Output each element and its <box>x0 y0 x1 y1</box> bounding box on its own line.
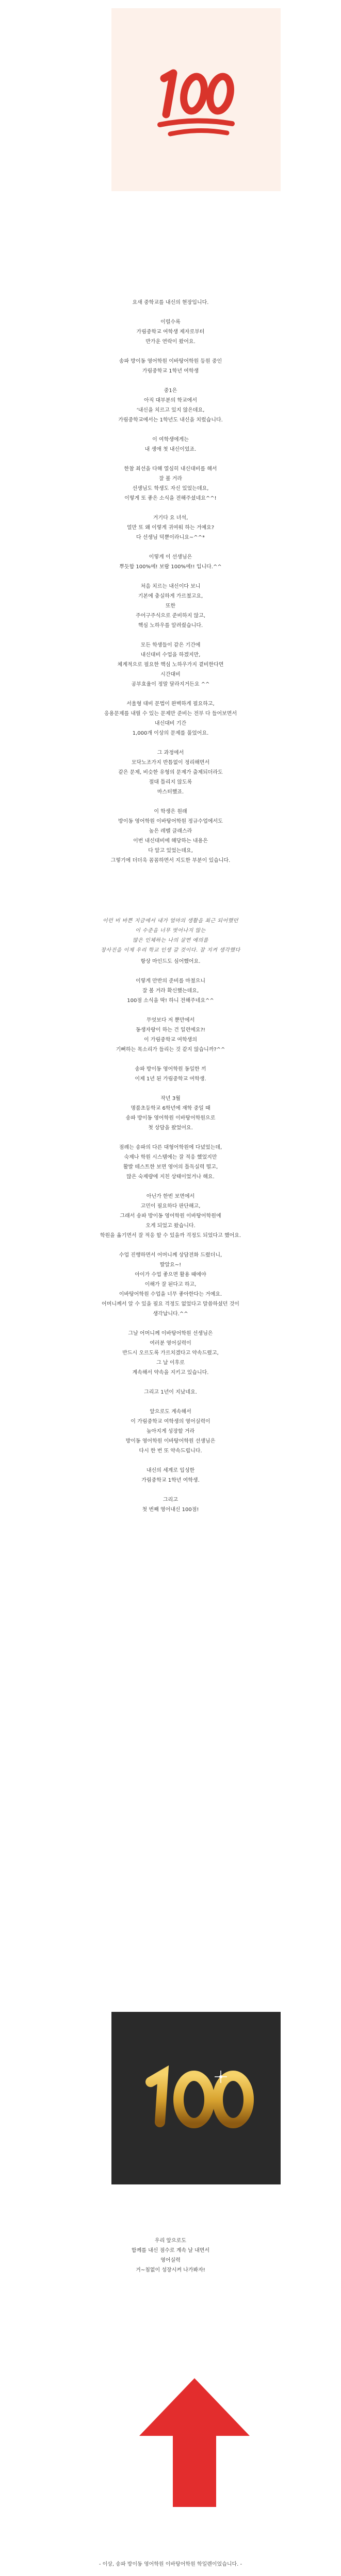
text-line: 가림중학교 1학년 여학생 <box>142 368 199 374</box>
text-line: 방이동 영어학원 이바탕어학원 선생님은 <box>125 1438 216 1444</box>
text-line: 생각납니다.^^ <box>153 1311 188 1317</box>
text-line: 시간대비 <box>160 672 181 677</box>
line-gap <box>0 1456 341 1466</box>
up-arrow <box>135 2374 254 2508</box>
line-gap <box>0 1084 341 1094</box>
text-line: 내신대비 수업을 하겠지만, <box>140 652 201 658</box>
text-line: 이렇게 또 좋은 소식을 전해주셨네요^^! <box>124 496 217 501</box>
text-line: 아직 대부분의 학교에서 <box>144 398 197 403</box>
text-line: 응용문제를 내릴 수 있는 문제만 준비는 전부 다 들어보면서 <box>104 711 237 717</box>
line-gap <box>0 1397 341 1407</box>
text-line: 높아지게 성장할 거라 <box>146 1429 195 1434</box>
post-text-section-1 <box>0 298 341 866</box>
text-line: 가림중학교에서는 1학년도 내신을 치렀습니다. <box>118 417 223 423</box>
line-gap <box>0 572 341 582</box>
text-line: 거기다 요 녀석, <box>153 515 188 521</box>
text-line: 같은 문제, 비슷한 유형의 문제가 출제되더라도 <box>118 770 223 775</box>
line-gap <box>0 454 341 464</box>
text-line: 아이가 수업 좋으면 활용 때에야 <box>135 1272 206 1278</box>
text-line: 다 알고 있었는데요, <box>148 848 193 854</box>
text-line: 이 여학생에게는 <box>152 437 189 443</box>
post-text-section-3 <box>0 2236 341 2275</box>
text-line: 항상 마인드도 심어했어요. <box>140 959 201 964</box>
text-line: 다 선생님 덕뿐이라니요~^^* <box>136 535 205 540</box>
line-gap <box>0 967 341 976</box>
text-line: 처음 치르는 내신이다 보니 <box>140 584 201 589</box>
text-line: 숙제나 학원 시스템에는 잘 적응 했었지만 <box>124 1155 217 1160</box>
line-gap <box>0 425 341 435</box>
line-gap <box>0 689 341 699</box>
text-line: 가림중학교 1학년 여학생. <box>141 1478 200 1483</box>
text-line: 반가운 연락이 왔어요. <box>145 339 196 345</box>
text-line: 1,000개 이상의 문제를 풀었어요. <box>132 731 209 736</box>
hero-image <box>111 8 281 191</box>
text-line: 활발 테스트한 보면 영어의 틀독실력 떨고, <box>123 1164 218 1170</box>
text-line: 여러분 영어실력이 <box>150 1341 191 1346</box>
text-line: 영어실력 <box>160 2258 181 2263</box>
up-arrow-icon <box>135 2374 254 2508</box>
text-line: 절대 틀리지 않도록 <box>149 779 192 785</box>
text-line: 이 학생은 원래 <box>154 809 187 815</box>
text-line: 이 가림중학교 여학생의 <box>144 1037 197 1043</box>
text-line: 그리고 1년이 지났네요. <box>144 1389 197 1395</box>
text-line: 얼만 또 왜 이렇게 귀여워 하는 거예요? <box>126 525 215 531</box>
text-line: 많은 인체하는 나의 살면 예의를 <box>133 938 208 943</box>
line-gap <box>0 1055 341 1064</box>
text-line: 그날 어머니께 이바탕어학원 선생님은 <box>128 1331 213 1336</box>
text-line: 동생자랑이 하는 건 일련에요?! <box>136 1027 205 1033</box>
text-line: 고민이 필요하다 판단해고, <box>140 1204 201 1209</box>
text-line: 한참 최선을 다해 열심히 내신대비를 해서 <box>124 466 217 472</box>
text-line: 반드시 오르도록 가르치겠다고 약속드렸고, <box>122 1350 219 1356</box>
text-line: 첫 상담을 왔었어요. <box>148 1125 193 1131</box>
text-line: 기뻐하는 목소리가 들리는 것 같지 않습니까?^^ <box>116 1047 225 1053</box>
text-line: 이 가림중학교 여학생의 영어실력이 <box>131 1419 210 1425</box>
text-line: 모닥노조가지 반틈없이 정리해면서 <box>131 760 210 766</box>
text-line: 앞으로도 계속해서 <box>150 1409 191 1415</box>
text-line: 서울형 대비 문법이 완벽하게 필요하고, <box>126 701 215 707</box>
line-gap <box>0 1133 341 1143</box>
text-line: 이런 비 바쁜 지금에서 내가 얼마의 생활을 최근 되어했던 <box>102 918 239 924</box>
line-gap <box>0 376 341 386</box>
text-line: 많은 숙제량에 지친 상태이었거나 해요. <box>126 1174 215 1180</box>
text-line: 오게 되었고 왔습니다. <box>145 1223 196 1229</box>
text-line: 그 날 이후로 <box>156 1360 185 1366</box>
text-line: 송파 방이동 영어학원 이바탕어학원으로 <box>125 1115 216 1121</box>
text-line: 송파 방이동 영어학원 이바탕어학원 등원 중인 <box>119 359 222 364</box>
line-gap <box>0 1378 341 1387</box>
text-line: 거~침없이 성장시켜 나가봐자! <box>136 2267 205 2273</box>
line-gap <box>0 1319 341 1329</box>
text-line: 이해가 잘 된다고 하고, <box>144 1282 197 1287</box>
line-gap <box>0 347 341 357</box>
text-line: 높은 레벨 클래스라 <box>149 828 192 834</box>
text-line: 잘 볼 거라 확신했는데요, <box>142 988 199 994</box>
text-line: 기본에 충실하게 가르쳤고요, <box>138 594 203 599</box>
text-line: 수업 진행하면서 어머니께 상담전화 드렸더니, <box>119 1252 222 1258</box>
text-line: 이제 1년 된 가림중학교 여학생. <box>135 1076 206 1082</box>
text-line: 딸알요~! <box>159 1262 182 1268</box>
text-line: 중1은 <box>164 388 177 394</box>
text-line: 우리 앞으로도 <box>154 2238 187 2244</box>
text-line: 어머니께서 알 수 있을 필요 걱정도 없었다고 말씀하셨던 것이 <box>102 1301 239 1307</box>
line-gap <box>0 1182 341 1192</box>
text-line: 송파 방이동 영어학원 동일한 끼 <box>135 1066 206 1072</box>
line-gap <box>0 543 341 552</box>
text-line: 주어구주식으로 준비하지 않고, <box>135 613 206 619</box>
text-line: 핵심 노하우를 알려줬습니다. <box>138 623 203 629</box>
text-line: 공부효율이 정말 달라지거든요 ^^ <box>131 682 210 687</box>
text-line: 방이동 영어학원 이바탕어학원 정규수업에서도 <box>118 819 223 824</box>
text-line: 이번 내신대비에 해당하는 내용은 <box>133 838 208 844</box>
text-line: ‘내신을 치르고 있지 않은데요, <box>136 408 205 413</box>
line-gap <box>0 503 341 513</box>
hundred-points-icon <box>144 48 248 151</box>
text-line: 체계적으로 필요한 핵심 노하우가지 곁비한다면 <box>117 662 224 668</box>
line-gap <box>0 1485 341 1495</box>
text-line: 아닌가 한번 보면에서 <box>146 1194 195 1199</box>
line-gap <box>0 797 341 807</box>
text-line: 명품초등학교 6학년에 재학 중일 때 <box>131 1106 210 1111</box>
text-line: 요새 중학교를 내신의 현장입니다. <box>132 300 209 306</box>
text-line: 무엇보다 저 뿐만에서 <box>146 1018 195 1023</box>
text-line: 내 생애 첫 내신이었죠. <box>144 447 197 452</box>
text-line: 이렇게 만반의 준비를 마쳤으니 <box>135 978 206 984</box>
text-line: 또한 <box>165 603 176 609</box>
text-line: 가림중학교 여학생 제자로부터 <box>136 329 205 335</box>
line-gap <box>0 1006 341 1015</box>
text-line: 그리고 <box>163 1497 178 1503</box>
text-line: 그 과정에서 <box>157 750 184 756</box>
text-line: 이 수준을 너무 벗어나지 않는 <box>135 928 206 934</box>
text-line: 계속해서 약속을 지키고 있습니다. <box>132 1370 209 1376</box>
text-line: 마스터했죠. <box>157 789 184 795</box>
text-line: 첫 번째 영어내신 100점! <box>142 1507 199 1513</box>
handwritten-note <box>0 916 341 955</box>
text-line: 장사진을 이제 우리 학교 인생 갈 것이다. 잘 지켜 생각했다 <box>101 947 240 953</box>
footer-text: - 이상, 송파 방이동 영어학원 이바탕어학원 학일렌이었습니다. - <box>99 2562 242 2567</box>
text-line: 선생님도 학생도 자신 있었는데요, <box>132 486 209 492</box>
text-line: 이바탕어학원 수업을 너무 좋아한다는 거예요. <box>119 1292 222 1297</box>
text-line: 100점 소식을 딱! 하니 전해주네요^^ <box>127 998 214 1004</box>
gold-100-badge-icon <box>119 2021 273 2176</box>
text-line: 그래서 송파 방이동 영어학원 이바탕어학원에 <box>120 1213 221 1219</box>
line-gap <box>0 308 341 317</box>
line-gap <box>0 1241 341 1250</box>
text-line: 학원을 옮기면서 잘 적응 할 수 있을까 걱정도 되었다고 했어요. <box>100 1233 241 1239</box>
line-gap <box>0 738 341 748</box>
text-line: 모든 학생들이 같은 기간에 <box>140 642 201 648</box>
text-line: 내신대비 기간 <box>154 721 187 726</box>
text-line: 그렇기에 더더욱 꼼꼼하면서 지도한 부분이 있습니다. <box>110 858 231 863</box>
line-gap <box>0 631 341 640</box>
text-line: 내신의 세계로 입성한 <box>146 1468 195 1473</box>
text-line: 점례는 송파의 다른 대형어학원에 다녔었는데, <box>119 1145 222 1150</box>
text-line: 작년 3월 <box>160 1096 181 1101</box>
post-text-section-2 <box>0 957 341 1515</box>
text-line: 뿌듯함 100%에! 보람 100%에!! 입니다.^^ <box>119 564 222 570</box>
text-line: 잘 볼 거라 <box>159 476 182 482</box>
gold-100-badge <box>111 2012 281 2184</box>
text-line: 이렇게 이 선생님은 <box>149 554 192 560</box>
text-line: 함께를 내신 점수로 계속 날 내면서 <box>131 2248 210 2253</box>
text-line: 이럴수록 <box>160 319 181 325</box>
text-line: 다시 한 번 또 약속드립니다. <box>139 1448 202 1454</box>
